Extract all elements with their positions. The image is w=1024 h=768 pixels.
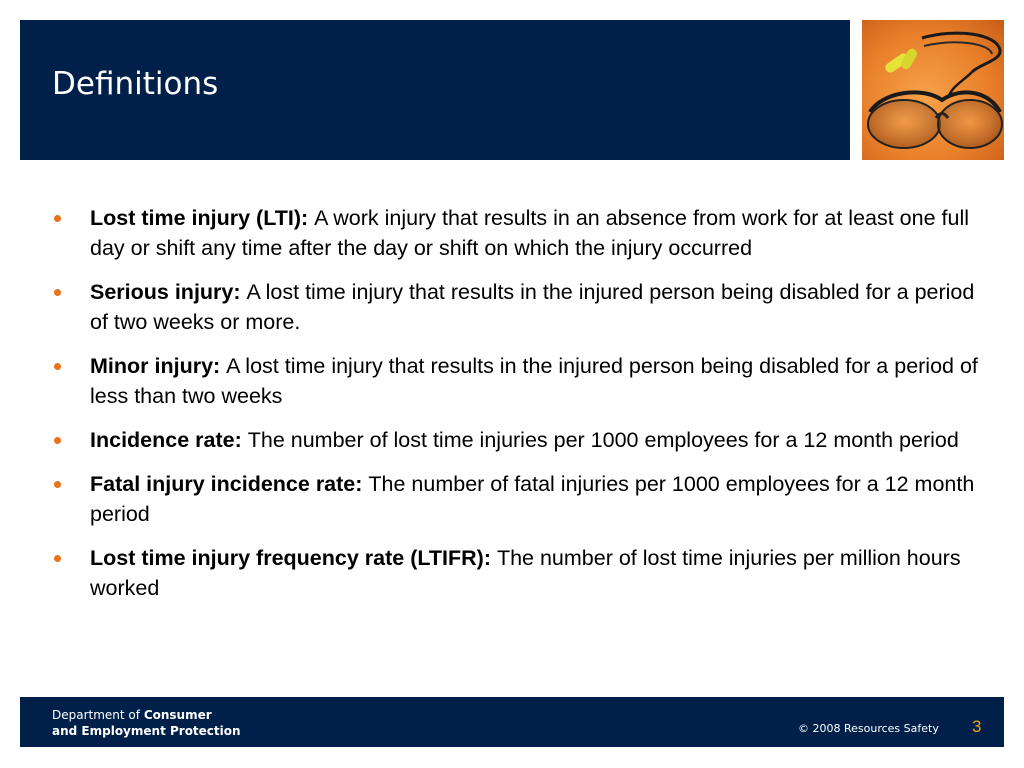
definition-text: A work injury that results in an absence from work for at least one full day or shift any time after the day or shift on which the injury occurred — [90, 206, 970, 260]
dept-prefix: Department of — [52, 708, 144, 722]
definition-text: The number of lost time injuries per million hours worked — [90, 546, 961, 600]
slide-title: Definitions — [52, 66, 219, 102]
definition-text: A lost time injury that results in the injured person being disabled for a period of less than two weeks — [90, 354, 978, 408]
safety-gear-photo — [862, 20, 1004, 160]
list-item — [50, 277, 980, 337]
dept-name-line-1: Consumer — [143, 708, 212, 722]
title-bar — [20, 20, 850, 160]
bullet-icon — [54, 289, 61, 296]
definition-term: Incidence rate: — [90, 428, 248, 452]
list-item — [50, 351, 980, 411]
definition-term: Lost time injury frequency rate (LTIFR): — [90, 546, 497, 570]
definition-text: The number of fatal injuries per 1000 employees for a 12 month period — [90, 472, 975, 526]
definition-text: The number of lost time injuries per 1000 employees for a 12 month period — [247, 428, 959, 452]
copyright-text: © 2008 Resources Safety — [798, 722, 939, 735]
list-item — [50, 425, 980, 455]
list-item — [50, 203, 980, 263]
list-item — [50, 469, 980, 529]
bullet-icon — [54, 437, 61, 444]
definitions-list — [50, 203, 980, 617]
footer-bar — [20, 697, 1004, 747]
department-name — [52, 707, 241, 739]
bullet-icon — [54, 481, 61, 488]
definition-text: A lost time injury that results in the injured person being disabled for a period of two weeks or more. — [90, 280, 975, 334]
dept-name-line-2: and Employment Protection — [52, 724, 241, 738]
bullet-icon — [54, 215, 61, 222]
page-number: 3 — [972, 717, 982, 736]
definition-term: Minor injury: — [90, 354, 227, 378]
definition-term: Lost time injury (LTI): — [90, 206, 315, 230]
definition-term: Serious injury: — [90, 280, 247, 304]
bullet-icon — [54, 555, 61, 562]
list-item — [50, 543, 980, 603]
definition-term: Fatal injury incidence rate: — [90, 472, 369, 496]
bullet-icon — [54, 363, 61, 370]
safety-glasses-icon — [862, 20, 1004, 160]
